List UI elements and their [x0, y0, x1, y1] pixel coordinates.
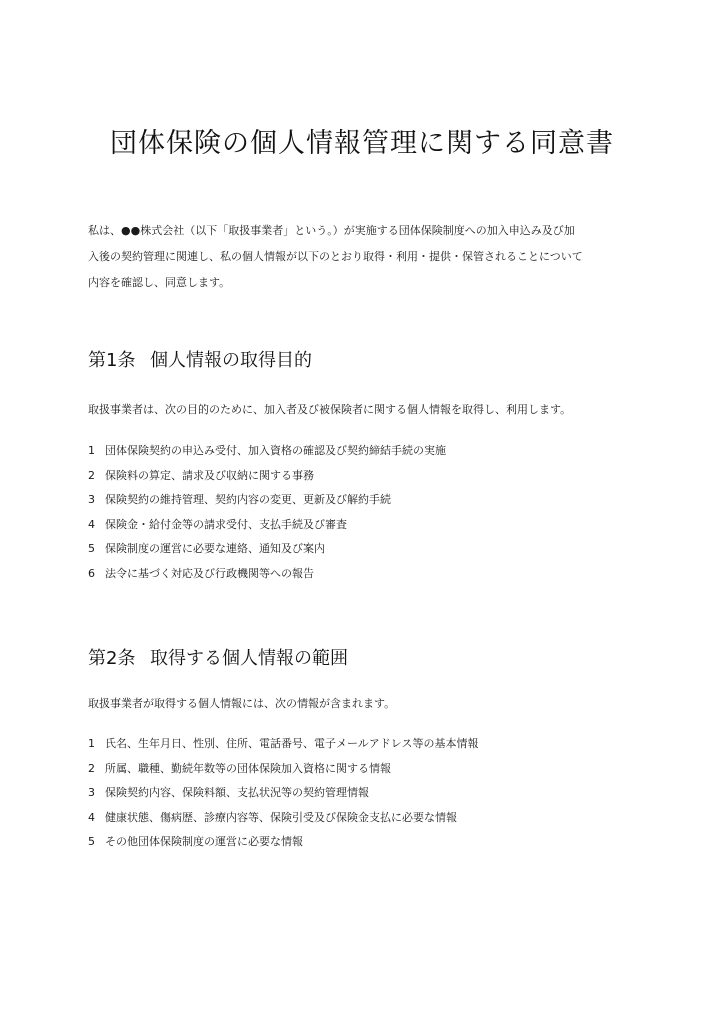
- item-number: 1: [88, 737, 95, 750]
- intro-line: 入後の契約管理に関連し、私の個人情報が以下のとおり取得・利用・提供・保管されることについて: [88, 250, 583, 263]
- item-text: 所属、職種、勤続年数等の団体保険加入資格に関する情報: [105, 761, 391, 775]
- list-item: [88, 760, 478, 785]
- item-number: 5: [88, 835, 95, 849]
- intro-line: 私は、●●株式会社（以下「取扱事業者」という。）が実施する団体保険制度への加入申込み及び加: [88, 224, 575, 237]
- item-text: 氏名、生年月日、性別、住所、電話番号、電子メールアドレス等の基本情報: [105, 737, 479, 750]
- list-item: [88, 809, 478, 834]
- article-lead: 取扱事業者が取得する個人情報には、次の情報が含まれます。: [88, 697, 396, 710]
- list-item: [88, 833, 478, 858]
- list-item: [88, 565, 446, 590]
- purpose-list: [88, 442, 446, 590]
- item-number: 5: [88, 542, 95, 556]
- item-text: 保険契約内容、保険料額、支払状況等の契約管理情報: [105, 786, 369, 800]
- intro-paragraph: [88, 218, 640, 296]
- item-number: 6: [88, 566, 95, 580]
- item-text: 団体保険契約の申込み受付、加入資格の確認及び契約締結手続の実施: [105, 444, 446, 457]
- item-text: 保険料の算定、請求及び収納に関する事務: [105, 468, 314, 482]
- list-item: [88, 467, 446, 492]
- article-number: 第1条: [88, 350, 136, 371]
- document-title: 団体保険の個人情報管理に関する同意書: [110, 128, 614, 159]
- list-item: [88, 735, 478, 760]
- item-text: 健康状態、傷病歴、診療内容等、保険引受及び保険金支払に必要な情報: [105, 810, 457, 824]
- list-item: [88, 784, 478, 809]
- item-text: 法令に基づく対応及び行政機関等への報告: [105, 566, 314, 580]
- item-number: 2: [88, 761, 95, 775]
- article-heading: [88, 348, 312, 374]
- item-text: 保険契約の維持管理、契約内容の変更、更新及び解約手続: [105, 493, 391, 507]
- list-item: [88, 516, 446, 541]
- item-text: 保険金・給付金等の請求受付、支払手続及び審査: [105, 517, 347, 531]
- article-heading-text: 取得する個人情報の範囲: [150, 648, 348, 669]
- item-number: 4: [88, 517, 95, 531]
- item-number: 3: [88, 786, 95, 800]
- item-number: 3: [88, 493, 95, 507]
- article-heading-text: 個人情報の取得目的: [150, 350, 312, 371]
- item-number: 4: [88, 810, 95, 824]
- item-number: 1: [88, 444, 95, 457]
- item-number: 2: [88, 468, 95, 482]
- item-text: 保険制度の運営に必要な連絡、通知及び案内: [105, 542, 325, 556]
- article-lead: 取扱事業者は、次の目的のために、加入者及び被保険者に関する個人情報を取得し、利用します。: [88, 403, 572, 416]
- list-item: [88, 442, 446, 467]
- info-scope-list: [88, 735, 478, 858]
- list-item: [88, 491, 446, 516]
- list-item: [88, 540, 446, 565]
- article-number: 第2条: [88, 648, 136, 669]
- intro-line: 内容を確認し、同意します。: [88, 276, 231, 289]
- article-heading: [88, 646, 348, 672]
- item-text: その他団体保険制度の運営に必要な情報: [105, 835, 303, 849]
